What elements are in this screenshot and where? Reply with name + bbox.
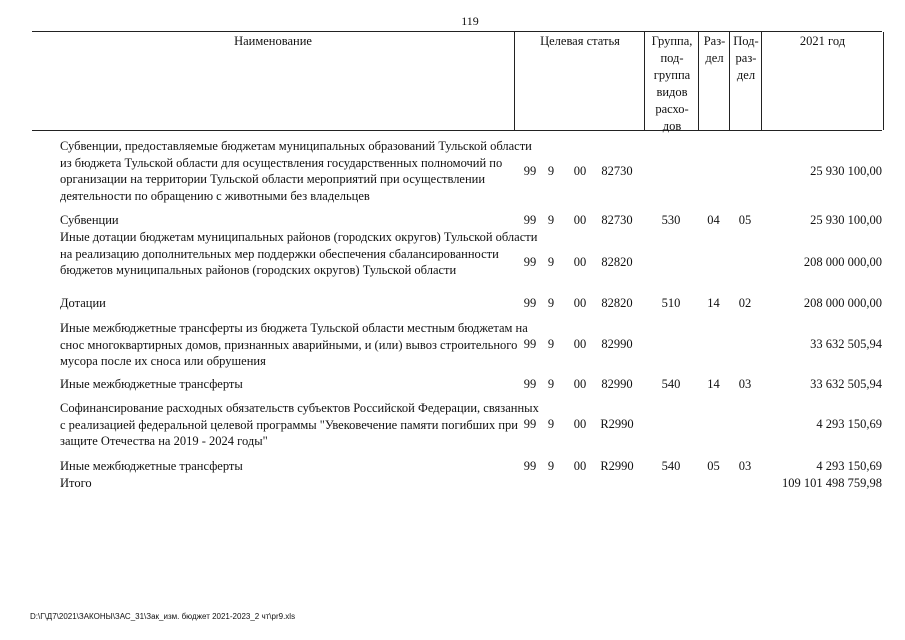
code-3: 00 [573,377,587,391]
code-1: 99 [523,417,537,431]
code-1: 99 [523,255,537,269]
code-2: 9 [547,377,555,391]
group-code: 510 [661,296,681,310]
total-label: Итого [60,476,92,490]
table-row [32,458,882,475]
table-row [32,320,882,370]
code-4: 82730 [601,164,633,178]
table-row [32,295,882,312]
group-code: 530 [661,213,681,227]
code-2: 9 [547,255,555,269]
code-4: 82820 [601,255,633,269]
row-name: Иные межбюджетные трансферты [60,459,243,473]
group-code: 540 [661,459,681,473]
code-1: 99 [523,164,537,178]
amount: 208 000 000,00 [803,255,882,269]
code-3: 00 [573,213,587,227]
code-4: R2990 [600,459,634,473]
table-row [32,376,882,393]
subsection-code: 03 [738,377,752,391]
header-target: Целевая статья [514,32,645,130]
code-1: 99 [523,459,537,473]
header-section: Раз- дел [698,32,730,130]
table-row [32,138,882,204]
section-code: 05 [707,459,720,473]
table-row [32,229,882,295]
section-code: 14 [707,296,720,310]
code-4: 82990 [601,337,633,351]
code-2: 9 [547,459,555,473]
header-name: Наименование [234,34,312,48]
amount: 208 000 000,00 [803,296,882,310]
subsection-code: 02 [738,296,752,310]
group-code: 540 [661,377,681,391]
code-3: 00 [573,459,587,473]
section-code: 14 [707,377,720,391]
row-name: Иные межбюджетные трансферты [60,377,243,391]
amount: 4 293 150,69 [816,417,882,431]
code-2: 9 [547,417,555,431]
code-2: 9 [547,213,555,227]
code-4: 82990 [601,377,633,391]
code-1: 99 [523,337,537,351]
table-header [32,31,882,131]
total-row [32,475,882,492]
page-number: 119 [461,14,479,28]
code-2: 9 [547,296,555,310]
section-code: 04 [707,213,720,227]
row-name: Субвенции, предоставляемые бюджетам муниципальных образований Тульской области из бюджета Тульской области для осуществления государственных полномочий по организации на территории Тульской области мероприятий при осуществлении деятельности по обращению с животными без владельцев [60,139,532,203]
row-name: Дотации [60,296,106,310]
code-1: 99 [523,296,537,310]
amount: 25 930 100,00 [810,213,882,227]
table-row [32,400,882,450]
amount: 33 632 505,94 [810,377,882,391]
header-subsection: Под- раз- дел [729,32,762,130]
row-name: Иные дотации бюджетам муниципальных районов (городских округов) Тульской области на реализацию дополнительных мер поддержки обеспечения сбалансированности бюджетов муниципальных районов (городских округов) Тульской области [60,230,538,277]
footer-file-path: D:\Г\Д7\2021\ЗАКОНЫ\ЗАС_31\Зак_изм. бюджет 2021-2023_2 чт\pr9.xls [30,612,296,621]
code-3: 00 [573,417,587,431]
row-name: Софинансирование расходных обязательств субъектов Российской Федерации, связанных с реализацией федеральной целевой программы "Увековечение памяти погибших при защите Отечества на 2019 - 2024 годы" [60,401,539,448]
row-name: Субвенции [60,213,119,227]
total-amount: 109 101 498 759,98 [782,476,882,490]
code-4: 82730 [601,213,633,227]
code-2: 9 [547,164,555,178]
subsection-code: 05 [738,213,752,227]
code-3: 00 [573,255,587,269]
amount: 25 930 100,00 [810,164,882,178]
subsection-code: 03 [738,459,752,473]
code-4: 82820 [601,296,633,310]
code-3: 00 [573,337,587,351]
code-3: 00 [573,296,587,310]
amount: 4 293 150,69 [816,459,882,473]
code-3: 00 [573,164,587,178]
code-2: 9 [547,337,555,351]
code-1: 99 [523,213,537,227]
code-1: 99 [523,377,537,391]
header-group: Группа, под- группа видов расхо- дов [644,32,699,130]
header-year: 2021 год [761,32,884,130]
table-row [32,212,882,229]
row-name: Иные межбюджетные трансферты из бюджета Тульской области местным бюджетам на снос многоквартирных домов, признанных аварийными, и (или) вывоз строительного мусора после их сноса или обрушения [60,321,528,368]
amount: 33 632 505,94 [810,337,882,351]
code-4: R2990 [600,417,634,431]
